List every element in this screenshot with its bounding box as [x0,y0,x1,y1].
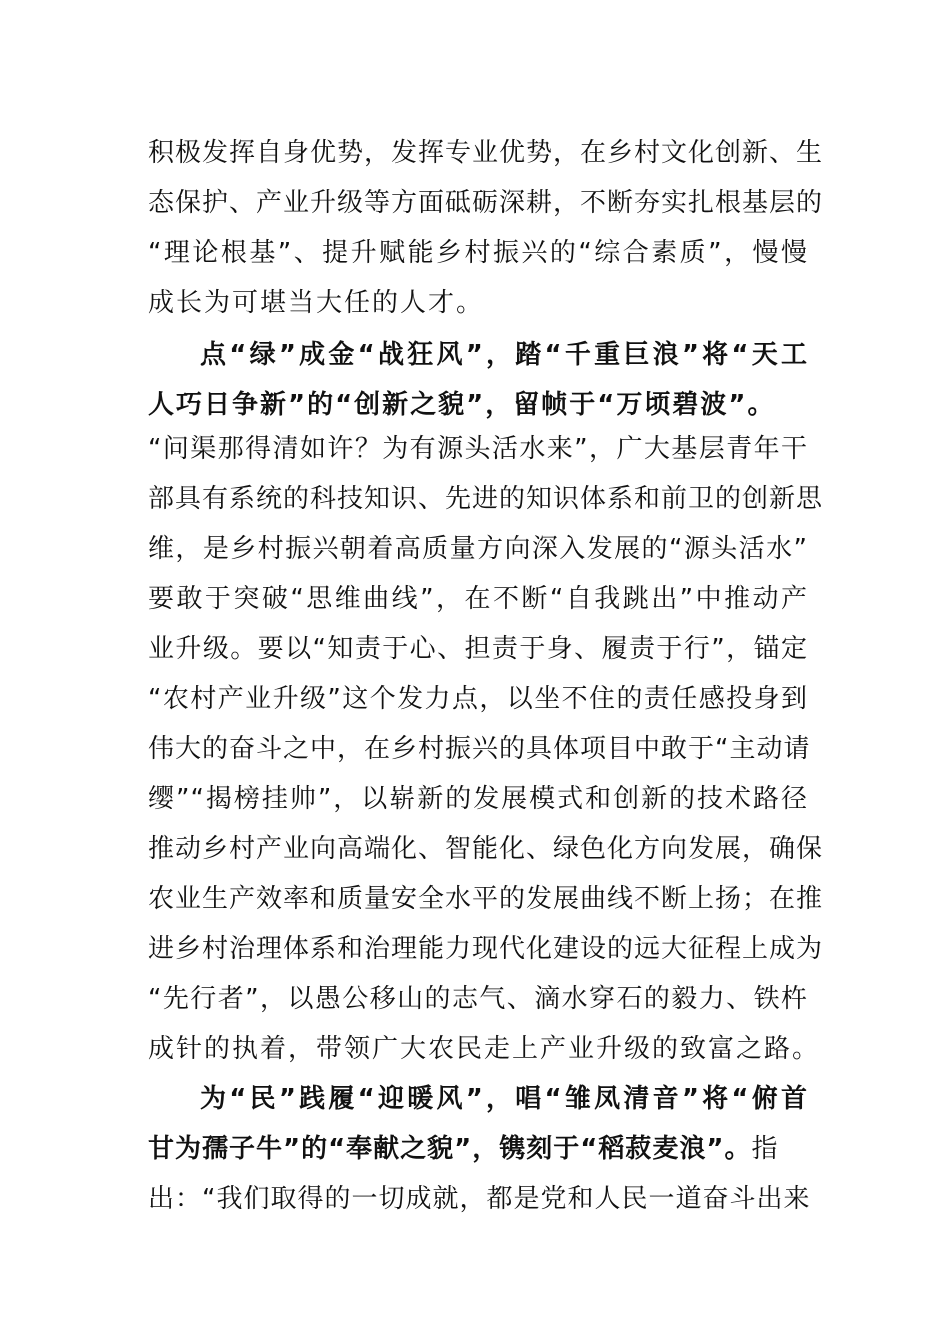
paragraph-3-heading-line-2: 甘为孺子牛”的“奉献之貌”，镌刻于“稻菽麦浪”。 [148,1134,752,1164]
paragraph-2-line-12: “先行者”，以愚公移山的志气、滴水穿石的毅力、铁杵 [148,984,808,1014]
paragraph-2-line-9: 推动乡村产业向高端化、智能化、绿色化方向发展，确保 [148,834,824,864]
paragraph-1-line-3: “理论根基”、提升赋能乡村振兴的“综合素质”，慢慢 [148,238,808,268]
paragraph-3-heading-line-1: 为“民”践履“迎暖风”，唱“雏凤清音”将“俯首 [200,1084,808,1114]
paragraph-2-line-6: “农村产业升级”这个发力点，以坐不住的责任感投身到 [148,684,808,714]
paragraph-2-line-11: 进乡村治理体系和治理能力现代化建设的远大征程上成为 [148,934,824,964]
paragraph-2-line-5: 业升级。要以“知责于心、担责于身、履责于行”，锚定 [148,634,808,664]
paragraph-1-line-4: 成长为可堪当大任的人才。 [148,288,485,318]
paragraph-2-line-8: 缨”“揭榜挂帅”，以崭新的发展模式和创新的技术路径 [148,784,808,814]
paragraph-3-heading-line-2-wrapper [148,1124,808,1174]
paragraph-2-heading-line-2: 人巧日争新”的“创新之貌”，留帧于“万顷碧波”。 [148,390,776,420]
paragraph-3-line-1: 出：“我们取得的一切成就，都是党和人民一道奋斗出来 [148,1184,811,1214]
paragraph-3-heading-tail: 指 [751,1134,779,1164]
paragraph-2-heading-line-1: 点“绿”成金“战狂风”，踏“千重巨浪”将“天工 [200,340,808,370]
paragraph-2-line-4: 要敢于突破“思维曲线”，在不断“自我跳出”中推动产 [148,584,808,614]
paragraph-1-line-1: 积极发挥自身优势，发挥专业优势，在乡村文化创新、生 [148,138,824,168]
paragraph-2-line-10: 农业生产效率和质量安全水平的发展曲线不断上扬；在推 [148,884,824,914]
paragraph-2-line-13: 成针的执着，带领广大农民走上产业升级的致富之路。 [148,1034,821,1064]
paragraph-2-line-2: 部具有系统的科技知识、先进的知识体系和前卫的创新思 [148,484,824,514]
paragraph-1-line-2: 态保护、产业升级等方面砥砺深耕，不断夯实扎根基层的 [148,188,824,218]
paragraph-2-line-1: “问渠那得清如许？为有源头活水来”，广大基层青年干 [148,434,808,464]
paragraph-2-line-7: 伟大的奋斗之中，在乡村振兴的具体项目中敢于“主动请 [148,734,811,764]
paragraph-2-line-3: 维，是乡村振兴朝着高质量方向深入发展的“源头活水” [148,534,808,564]
